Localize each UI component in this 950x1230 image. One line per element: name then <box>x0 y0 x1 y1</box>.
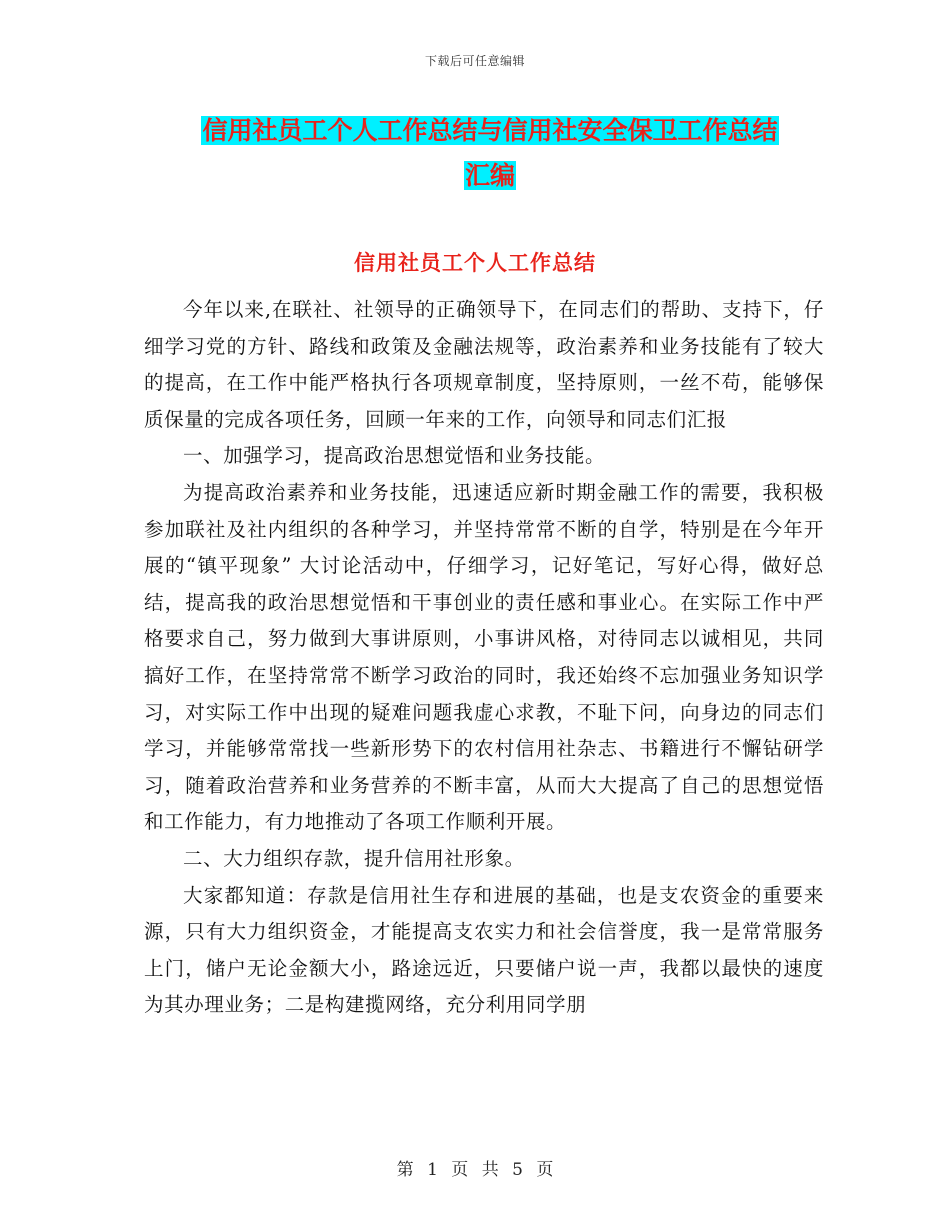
section-title: 信用社员工个人工作总结 <box>354 251 596 275</box>
paragraph: 今年以来,在联社、社领导的正确领导下，在同志们的帮助、支持下，仔细学习党的方针、路线和政策及金融法规等，政治素养和业务技能有了较大的提高，在工作中能严格执行各项规章制度，坚持原则，一丝不苟，能够保质保量的完成各项任务，回顾一年来的工作，向领导和同志们汇报 <box>144 298 824 431</box>
header-note: 下载后可任意编辑 <box>424 54 525 68</box>
document-title <box>150 108 830 198</box>
paragraph-heading: 一、加强学习，提高政治思想觉悟和业务技能。 <box>183 444 606 468</box>
document-title-line1: 信用社员工个人工作总结与信用社安全保卫工作总结 <box>202 116 778 145</box>
page-footer: 第 1 页 共 5 页 <box>396 1160 554 1180</box>
paragraph-heading: 二、大力组织存款，提升信用社形象。 <box>183 846 525 870</box>
paragraph: 大家都知道：存款是信用社生存和进展的基础，也是支农资金的重要来源，只有大力组织资金，才能提高支农实力和社会信誉度，我一是常常服务上门，储户无论金额大小，路途远近，只要储户说一声，我都以最快的速度为其办理业务；二是构建揽网络，充分利用同学朋 <box>144 883 824 1017</box>
paragraph: 为提高政治素养和业务技能，迅速适应新时期金融工作的需要，我积极参加联社及社内组织的各种学习，并坚持常常不断的自学，特别是在今年开展的“镇平现象” 大讨论活动中，仔细学习，记好笔记，写好心得，做好总结，提高我的政治思想觉悟和干事创业的责任感和事业心。在实际工作中严格要求自己，努力做到大事讲原则，小事讲风格，对待同志以诚相见，共同搞好工作，在坚持常常不断学习政治的同时，我还始终不忘加强业务知识学习，对实际工作中出现的疑难问题我虚心求教，不耻下问，向身边的同志们学习，并能够常常找一些新形势下的农村信用社杂志、书籍进行不懈钻研学习，随着政治营养和业务营养的不断丰富，从而大大提高了自己的思想觉悟和工作能力，有力地推动了各项工作顺利开展。 <box>144 480 824 834</box>
document-title-line2: 汇编 <box>464 161 515 190</box>
document-body <box>144 292 824 1024</box>
